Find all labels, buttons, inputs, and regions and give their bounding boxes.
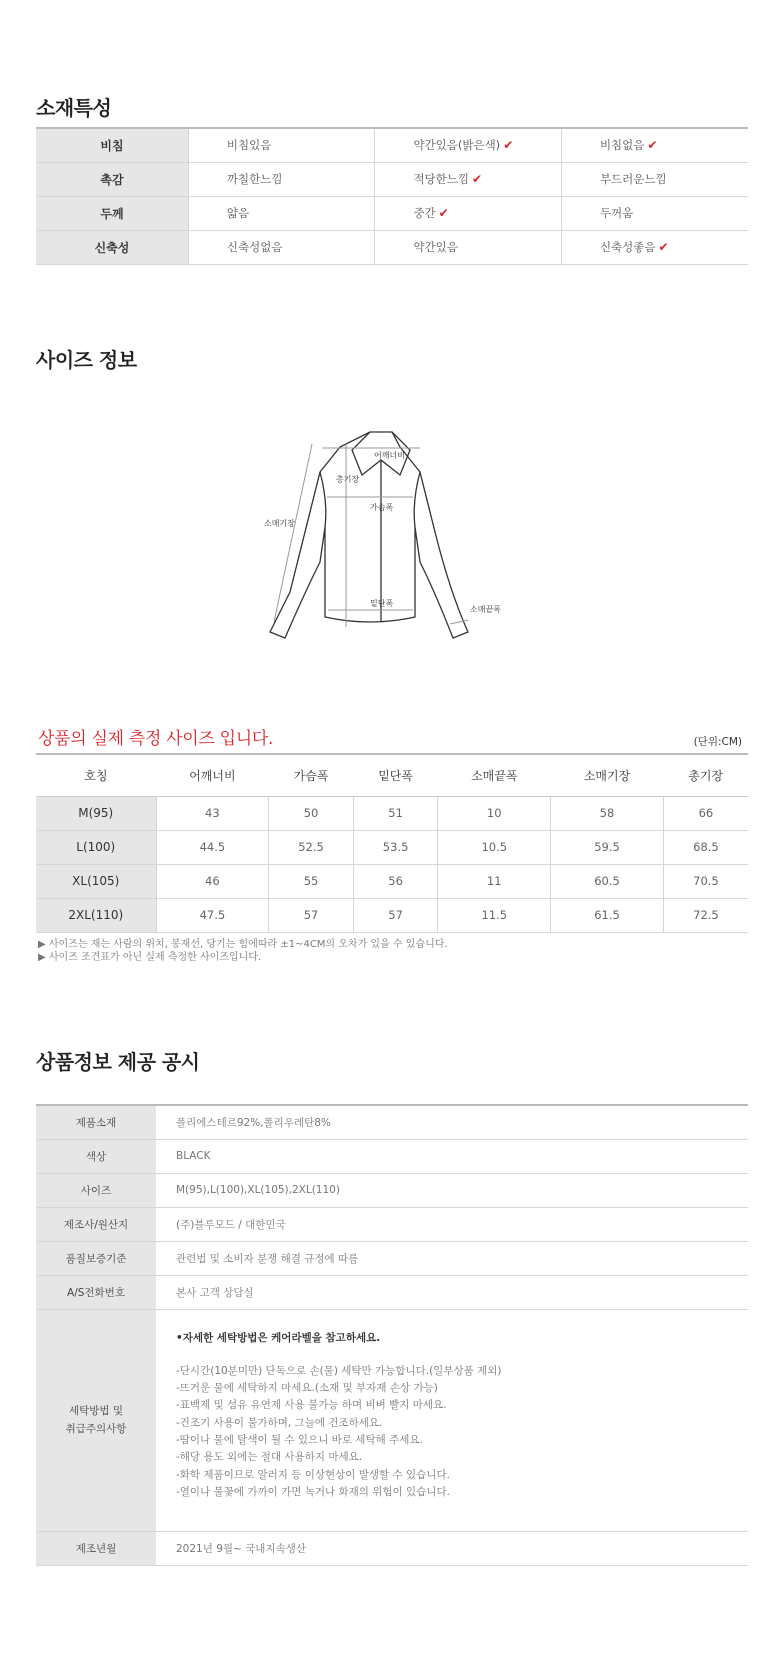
size-cell: 56 (353, 864, 438, 898)
material-table (36, 127, 748, 265)
size-header-cell: 가슴폭 (269, 754, 354, 796)
info-value: M(95),L(100),XL(105),2XL(110) (156, 1173, 748, 1207)
material-cell (561, 128, 748, 162)
care-line: -단시간(10분미만) 단독으로 손(물) 세탁만 가능합니다.(일부상품 제외) (176, 1364, 502, 1377)
size-cell: 11 (438, 864, 551, 898)
diagram-label-hem: 밑단폭 (370, 599, 394, 608)
check-icon: ✔ (658, 240, 669, 254)
info-value: 관련법 및 소비자 분쟁 해결 규정에 따름 (156, 1241, 748, 1275)
material-cell (375, 128, 562, 162)
material-cell (375, 162, 562, 196)
size-header-cell: 총기장 (663, 754, 748, 796)
check-icon: ✔ (438, 206, 449, 220)
size-cell: 59.5 (551, 830, 664, 864)
material-row-label: 비침 (36, 128, 188, 162)
size-section-title: 사이즈 정보 (36, 348, 137, 372)
info-label: 제조년월 (36, 1532, 156, 1566)
material-cell (375, 196, 562, 230)
size-cell: 55 (269, 864, 354, 898)
material-cell-text: 까칠한느낌 (226, 172, 283, 186)
care-line: -해당 용도 외에는 절대 사용하지 마세요. (176, 1451, 363, 1464)
size-header-cell: 밑단폭 (353, 754, 438, 796)
size-cell: 47.5 (156, 898, 269, 932)
material-cell (188, 196, 375, 230)
material-cell (188, 128, 375, 162)
care-label-line: 취급주의사항 (65, 1423, 127, 1436)
material-cell-text: 비침없음 (599, 138, 645, 153)
material-cell-text: 부드러운느낌 (599, 172, 667, 186)
info-value: 본사 고객 상담실 (156, 1275, 748, 1309)
size-row (36, 898, 748, 932)
info-row (36, 1207, 748, 1241)
info-label: 제품소재 (36, 1105, 156, 1139)
info-row (36, 1275, 748, 1309)
size-header-cell: 소매끝폭 (438, 754, 551, 796)
size-cell: 46 (156, 864, 269, 898)
material-cell (375, 230, 562, 264)
size-row (36, 830, 748, 864)
material-cell (188, 230, 375, 264)
material-row (36, 162, 748, 196)
size-row-label: M(95) (36, 796, 156, 830)
material-row (36, 196, 748, 230)
material-row-label: 두께 (36, 196, 188, 230)
size-header-cell: 소매기장 (551, 754, 664, 796)
size-cell: 53.5 (353, 830, 438, 864)
size-row-label: XL(105) (36, 864, 156, 898)
size-cell: 57 (353, 898, 438, 932)
size-cell: 51 (353, 796, 438, 830)
size-row-label: L(100) (36, 830, 156, 864)
size-row (36, 864, 748, 898)
size-cell: 61.5 (551, 898, 664, 932)
material-cell-text: 중간 (413, 206, 436, 220)
size-note: ▶ 사이즈는 재는 사람의 위치, 봉재선, 당기는 힘에따라 ±1~4CM의 오차가 있을 수 있습니다. (38, 939, 448, 950)
material-cell-text: 비침있음 (226, 138, 272, 153)
size-cell: 43 (156, 796, 269, 830)
care-headline: •자세한 세탁방법은 케어라벨을 참고하세요. (176, 1331, 381, 1344)
size-cell: 52.5 (269, 830, 354, 864)
size-header-cell: 호칭 (36, 754, 156, 796)
info-row (36, 1532, 748, 1566)
info-label: 색상 (36, 1139, 156, 1173)
material-cell-text: 약간있음 (413, 240, 458, 254)
material-cell (561, 162, 748, 196)
care-line: -화학 제품이므로 알러지 등 이상현상이 발생할 수 있습니다. (176, 1468, 450, 1481)
size-table (36, 753, 748, 933)
material-row (36, 128, 748, 162)
size-cell: 70.5 (663, 864, 748, 898)
size-cell: 50 (269, 796, 354, 830)
diagram-label-chest: 가슴폭 (370, 503, 394, 512)
size-cell: 44.5 (156, 830, 269, 864)
care-line: -표백제 및 섬유 유연제 사용 불가능 하며 비벼 빨지 마세요. (176, 1399, 447, 1412)
size-subtitle: 상품의 실제 측정 사이즈 입니다. (38, 729, 274, 749)
size-cell: 11.5 (438, 898, 551, 932)
material-cell-text: 얇음 (226, 206, 250, 220)
info-row (36, 1139, 748, 1173)
material-cell (561, 196, 748, 230)
size-cell: 58 (551, 796, 664, 830)
diagram-label-total-length: 총기장 (336, 475, 360, 484)
diagram-label-shoulder: 어깨너비 (374, 451, 405, 460)
material-section-title: 소재특성 (36, 96, 112, 120)
care-line: -땀이나 물에 탈색이 될 수 있으니 바로 세탁해 주세요. (176, 1433, 423, 1446)
info-label: A/S전화번호 (36, 1275, 156, 1309)
size-cell: 57 (269, 898, 354, 932)
diagram-label-sleeve-cuff: 소매끝폭 (470, 605, 501, 614)
material-cell-text: 신축성좋음 (599, 240, 656, 254)
care-row (36, 1309, 748, 1532)
material-row (36, 230, 748, 264)
jacket-measurement-diagram (264, 422, 540, 652)
size-row (36, 796, 748, 830)
material-cell-text: 신축성없음 (226, 240, 283, 254)
info-label: 제조사/원산지 (36, 1207, 156, 1241)
info-value: (주)블루모드 / 대한민국 (156, 1207, 748, 1241)
material-cell-text: 두꺼움 (599, 206, 634, 220)
material-cell (188, 162, 375, 196)
info-value: 폴리에스테르92%,폴리우레탄8% (156, 1105, 748, 1139)
info-value: 2021년 9월~ 국내지속생산 (156, 1532, 748, 1566)
care-line: -뜨거운 물에 세탁하지 마세요.(소재 및 부자재 손상 가능) (176, 1382, 438, 1395)
info-row (36, 1105, 748, 1139)
diagram-label-sleeve-length: 소매기장 (264, 519, 295, 528)
info-value: BLACK (156, 1139, 748, 1173)
size-note: ▶ 사이즈 조견표가 아닌 실제 측정한 사이즈입니다. (38, 952, 262, 963)
material-cell-text: 적당한느낌 (413, 172, 469, 186)
size-cell: 10.5 (438, 830, 551, 864)
care-line: -열이나 불꽃에 가까이 가면 녹거나 화재의 위험이 있습니다. (176, 1485, 450, 1498)
product-info-table (36, 1104, 748, 1566)
material-row-label: 촉감 (36, 162, 188, 196)
size-unit: (단위:CM) (693, 736, 742, 748)
size-header-cell: 어깨너비 (156, 754, 269, 796)
info-label: 사이즈 (36, 1173, 156, 1207)
size-row-label: 2XL(110) (36, 898, 156, 932)
care-line: -건조기 사용이 불가하며, 그늘에 건조하세요. (176, 1416, 383, 1429)
size-cell: 72.5 (663, 898, 748, 932)
info-row (36, 1173, 748, 1207)
care-instructions (156, 1309, 748, 1532)
check-icon: ✔ (647, 138, 658, 153)
info-row (36, 1241, 748, 1275)
check-icon: ✔ (503, 138, 514, 153)
care-label-line: 세탁방법 및 (68, 1405, 124, 1418)
check-icon: ✔ (471, 172, 483, 186)
size-notes (38, 938, 448, 964)
info-label: 품질보증기준 (36, 1241, 156, 1275)
material-cell (561, 230, 748, 264)
material-cell-text: 약간있음(밝은색) (413, 138, 501, 153)
product-info-section-title: 상품정보 제공 공시 (36, 1050, 200, 1074)
size-cell: 68.5 (663, 830, 748, 864)
size-cell: 66 (663, 796, 748, 830)
size-cell: 10 (438, 796, 551, 830)
care-label (36, 1309, 156, 1532)
material-row-label: 신축성 (36, 230, 188, 264)
size-cell: 60.5 (551, 864, 664, 898)
